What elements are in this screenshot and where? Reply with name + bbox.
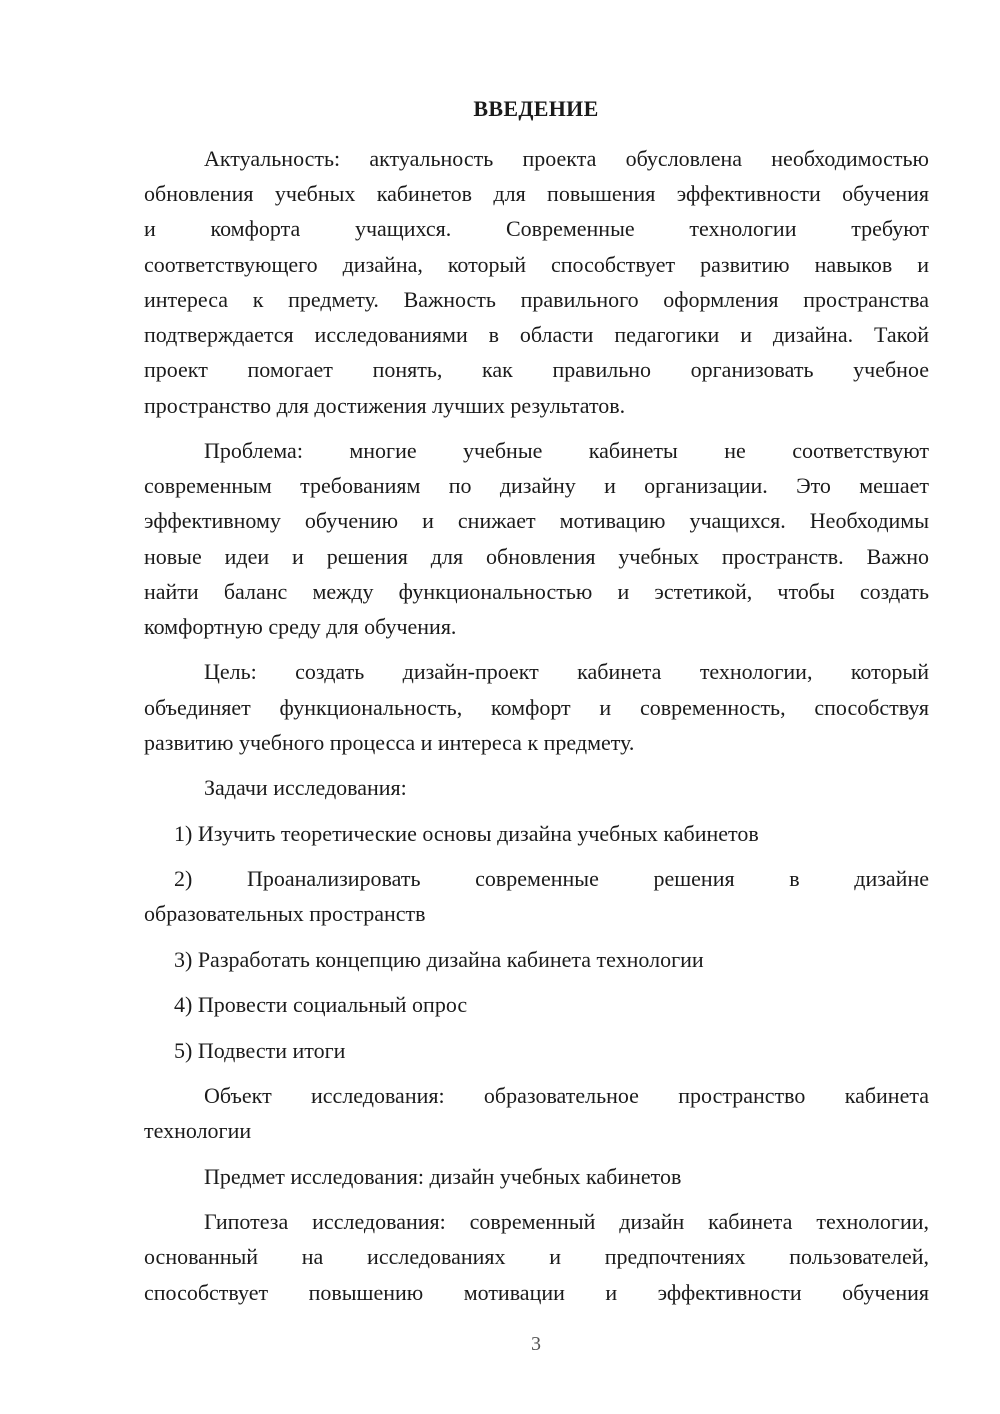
text-line: современным требованиям по дизайну и организации. Это мешает bbox=[144, 473, 929, 498]
text-line: Задачи исследования: bbox=[204, 775, 407, 800]
text-line: Объект исследования: образовательное пространство кабинета bbox=[204, 1083, 929, 1108]
text-line: образовательных пространств bbox=[144, 901, 426, 926]
text-line: соответствующего дизайна, который способствует развитию навыков и bbox=[144, 252, 929, 277]
text-line: пространство для достижения лучших результатов. bbox=[144, 393, 626, 418]
text-line: интереса к предмету. Важность правильного оформления пространства bbox=[144, 287, 929, 312]
section-heading: ВВЕДЕНИЕ bbox=[473, 96, 599, 121]
text-line: проект помогает понять, как правильно организовать учебное bbox=[144, 357, 929, 382]
text-line: Гипотеза исследования: современный дизайн кабинета технологии, bbox=[204, 1209, 929, 1234]
text-line: новые идеи и решения для обновления учебных пространств. Важно bbox=[144, 544, 929, 569]
text-line: технологии bbox=[144, 1118, 252, 1143]
text-line: объединяет функциональность, комфорт и современность, способствуя bbox=[144, 695, 929, 720]
text-line: эффективному обучению и снижает мотивацию учащихся. Необходимы bbox=[144, 508, 929, 533]
list-item: 5) Подвести итоги bbox=[174, 1038, 346, 1063]
list-item: 1) Изучить теоретические основы дизайна учебных кабинетов bbox=[174, 821, 759, 846]
list-item: 3) Разработать концепцию дизайна кабинета технологии bbox=[174, 947, 704, 972]
text-line: и комфорта учащихся. Современные технологии требуют bbox=[144, 216, 929, 241]
list-item: 4) Провести социальный опрос bbox=[174, 992, 468, 1017]
text-line: найти баланс между функциональностью и эстетикой, чтобы создать bbox=[144, 579, 929, 604]
text-line: Предмет исследования: дизайн учебных кабинетов bbox=[204, 1164, 682, 1189]
text-line: Актуальность: актуальность проекта обусловлена необходимостью bbox=[204, 146, 929, 171]
text-line: Проблема: многие учебные кабинеты не соответствуют bbox=[204, 438, 929, 463]
page-number: 3 bbox=[531, 1333, 541, 1355]
text-line: развитию учебного процесса и интереса к предмету. bbox=[144, 730, 635, 755]
text-line: комфортную среду для обучения. bbox=[144, 614, 457, 639]
text-line: подтверждается исследованиями в области педагогики и дизайна. Такой bbox=[144, 322, 929, 347]
text-line: способствует повышению мотивации и эффективности обучения bbox=[144, 1280, 929, 1305]
text-line: Цель: создать дизайн-проект кабинета технологии, который bbox=[204, 659, 929, 684]
list-item: 2) Проанализировать современные решения в дизайне bbox=[174, 866, 929, 891]
text-line: основанный на исследованиях и предпочтениях пользователей, bbox=[144, 1244, 929, 1269]
text-line: обновления учебных кабинетов для повышения эффективности обучения bbox=[144, 181, 929, 206]
